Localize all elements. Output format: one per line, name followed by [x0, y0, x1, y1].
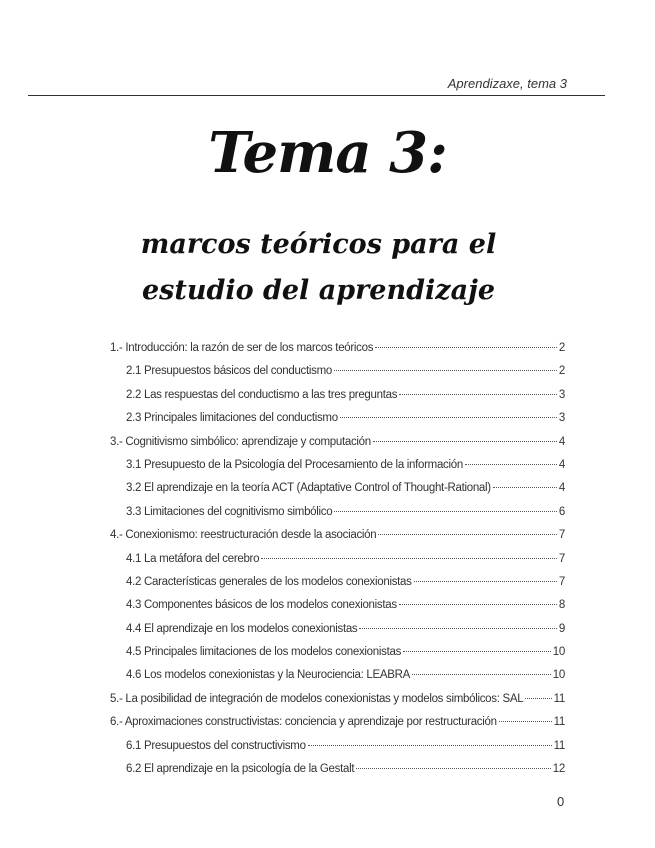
toc-entry-label: 3.2 El aprendizaje en la teoría ACT (Adaptative Control of Thought-Rational)	[126, 482, 491, 495]
toc-entry-page: 6	[558, 505, 565, 518]
toc-entry-page: 8	[558, 599, 565, 612]
toc-entry[interactable]	[110, 669, 565, 692]
toc-leader-dots	[334, 511, 557, 512]
toc-entry-label: 2.1 Presupuestos básicos del conductismo	[126, 365, 332, 378]
toc-leader-dots	[414, 581, 557, 582]
toc-leader-dots	[375, 347, 557, 348]
toc-entry[interactable]	[110, 342, 565, 365]
toc-leader-dots	[356, 768, 551, 769]
toc-entry-label: 3.1 Presupuesto de la Psicología del Procesamiento de la información	[126, 458, 463, 471]
toc-entry-label: 4.4 El aprendizaje en los modelos conexionistas	[126, 622, 358, 635]
toc-entry-label: 2.3 Principales limitaciones del conductismo	[126, 412, 338, 425]
toc-entry[interactable]	[110, 506, 565, 529]
toc-leader-dots	[399, 394, 557, 395]
toc-entry[interactable]	[110, 459, 565, 482]
toc-entry[interactable]	[110, 740, 565, 763]
toc-leader-dots	[378, 534, 557, 535]
toc-entry-label: 3.3 Limitaciones del cognitivismo simbólico	[126, 505, 333, 518]
toc-leader-dots	[493, 487, 557, 488]
toc-entry-page: 7	[558, 529, 565, 542]
toc-entry[interactable]	[110, 623, 565, 646]
toc-entry-page: 3	[558, 412, 565, 425]
toc-entry-page: 4	[558, 435, 565, 448]
toc-leader-dots	[465, 464, 557, 465]
toc-entry-page: 10	[552, 646, 565, 659]
document-subtitle: marcos teóricos para el estudio del aprendizaje	[140, 229, 497, 306]
toc-entry-label: 4.1 La metáfora del cerebro	[126, 552, 260, 565]
toc-entry[interactable]	[110, 389, 565, 412]
toc-entry-page: 7	[558, 575, 565, 588]
toc-leader-dots	[261, 558, 557, 559]
toc-entry-label: 4.- Conexionismo: reestructuración desde la asociación	[110, 529, 377, 542]
toc-entry[interactable]	[110, 529, 565, 552]
toc-leader-dots	[308, 745, 552, 746]
toc-entry[interactable]	[110, 599, 565, 622]
toc-entry[interactable]	[110, 436, 565, 459]
toc-leader-dots	[403, 651, 551, 652]
toc-entry-label: 4.5 Principales limitaciones de los modelos conexionistas	[126, 646, 402, 659]
toc-entry-page: 11	[553, 716, 565, 729]
header-rule	[28, 95, 605, 96]
toc-leader-dots	[359, 628, 557, 629]
toc-entry-page: 4	[558, 482, 565, 495]
toc-entry-page: 3	[558, 388, 565, 401]
toc-entry-page: 10	[552, 669, 565, 682]
toc-entry-label: 6.- Aproximaciones constructivistas: conciencia y aprendizaje por restructuración	[110, 716, 497, 729]
toc-entry[interactable]	[110, 763, 565, 786]
toc-entry-label: 4.6 Los modelos conexionistas y la Neurociencia: LEABRA	[126, 669, 410, 682]
toc-leader-dots	[340, 417, 557, 418]
toc-entry[interactable]	[110, 576, 565, 599]
toc-leader-dots	[334, 370, 557, 371]
toc-entry-label: 6.1 Presupuestos del constructivismo	[126, 739, 306, 752]
toc-leader-dots	[373, 441, 557, 442]
toc-entry[interactable]	[110, 693, 565, 716]
running-header: Aprendizaxe, tema 3	[447, 76, 567, 91]
toc-entry-page: 7	[558, 552, 565, 565]
toc-entry[interactable]	[110, 646, 565, 669]
toc-entry-page: 11	[553, 739, 565, 752]
toc-entry[interactable]	[110, 482, 565, 505]
toc-entry-label: 2.2 Las respuestas del conductismo a las tres preguntas	[126, 388, 398, 401]
toc-entry-label: 5.- La posibilidad de integración de modelos conexionistas y modelos simbólicos: SAL	[110, 692, 524, 705]
toc-entry-page: 9	[558, 622, 565, 635]
toc-entry[interactable]	[110, 716, 565, 739]
toc-leader-dots	[399, 604, 557, 605]
toc-entry-label: 1.- Introducción: la razón de ser de los marcos teóricos	[110, 342, 374, 354]
toc-leader-dots	[525, 698, 551, 699]
page-number: 0	[557, 794, 565, 809]
toc-entry-page: 2	[558, 342, 565, 354]
toc-entry-page: 11	[553, 692, 565, 705]
toc-entry-page: 12	[552, 763, 565, 776]
toc-leader-dots	[499, 721, 552, 722]
table-of-contents	[110, 342, 565, 786]
toc-entry[interactable]	[110, 553, 565, 576]
toc-entry[interactable]	[110, 365, 565, 388]
toc-entry-label: 4.2 Características generales de los modelos conexionistas	[126, 575, 412, 588]
toc-entry-label: 6.2 El aprendizaje en la psicología de la Gestalt	[126, 763, 355, 776]
toc-leader-dots	[412, 674, 551, 675]
toc-entry[interactable]	[110, 412, 565, 435]
document-title: Tema 3:	[208, 120, 447, 186]
toc-entry-label: 3.- Cognitivismo simbólico: aprendizaje y computación	[110, 435, 371, 448]
toc-entry-label: 4.3 Componentes básicos de los modelos conexionistas	[126, 599, 397, 612]
toc-entry-page: 4	[558, 458, 565, 471]
toc-entry-page: 2	[558, 365, 565, 378]
